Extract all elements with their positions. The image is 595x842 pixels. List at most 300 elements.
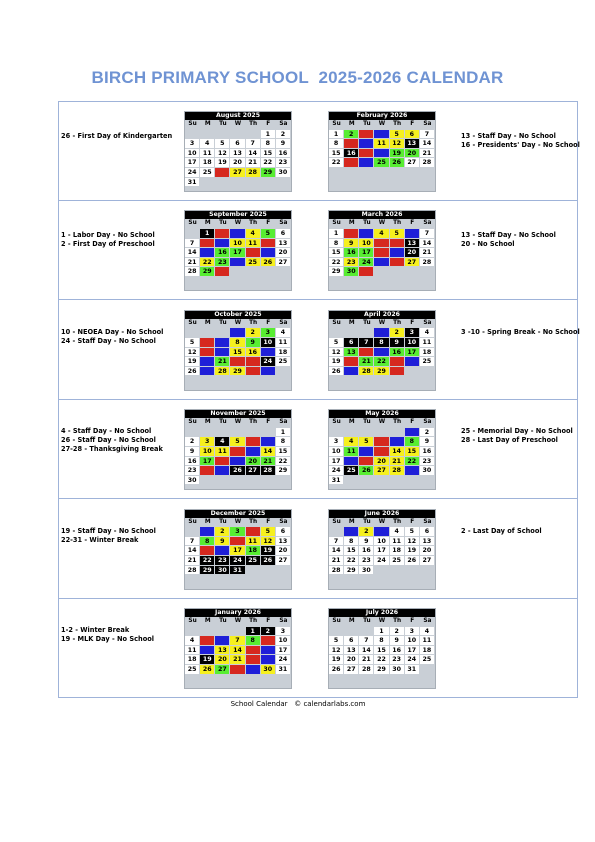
- empty-cell: [261, 267, 276, 277]
- weekday-header: [185, 617, 291, 627]
- event-note: 2 - First Day of Preschool: [61, 240, 155, 249]
- empty-cell: [374, 675, 389, 685]
- weekday-label: Sa: [423, 220, 432, 227]
- day-cell: 6: [405, 229, 420, 239]
- empty-cell: [230, 627, 245, 637]
- weekday-label: F: [410, 220, 415, 227]
- day-cell: 10: [329, 447, 344, 457]
- day-cell: 7: [185, 239, 200, 249]
- day-cell: 29: [405, 466, 420, 476]
- day-cell: 2: [276, 130, 291, 140]
- day-cell: 21: [185, 556, 200, 566]
- day-cell: 16: [390, 348, 405, 358]
- weekday-label: W: [234, 319, 242, 326]
- day-cell: 1: [405, 428, 420, 438]
- day-cell: 17: [359, 149, 374, 159]
- week-row: [185, 178, 291, 188]
- empty-cell: [329, 627, 344, 637]
- day-cell: 26: [185, 367, 200, 377]
- weekday-label: Sa: [423, 121, 432, 127]
- week-row: [329, 665, 435, 675]
- week-row: [185, 267, 291, 277]
- empty-cell: [200, 130, 215, 140]
- day-cell: 11: [420, 636, 435, 646]
- day-cell: 10: [374, 537, 389, 547]
- day-cell: 4: [246, 527, 261, 537]
- week-row: [329, 149, 435, 159]
- day-cell: 31: [261, 367, 276, 377]
- day-cell: 2: [390, 627, 405, 637]
- day-cell: 26: [200, 665, 215, 675]
- day-cell: 3: [405, 627, 420, 637]
- event-note: 1 - Labor Day - No School: [61, 231, 155, 240]
- empty-cell: [215, 428, 230, 438]
- empty-cell: [344, 627, 359, 637]
- day-cell: 26: [390, 258, 405, 268]
- event-note: 26 - First Day of Kindergarten: [61, 132, 173, 140]
- empty-cell: [405, 267, 420, 277]
- empty-cell: [344, 476, 359, 486]
- week-row: [329, 139, 435, 149]
- day-cell: 11: [420, 338, 435, 348]
- day-cell: 18: [215, 457, 230, 467]
- empty-cell: [359, 328, 374, 338]
- day-cell: 27: [215, 665, 230, 675]
- weekday-label: Th: [249, 220, 258, 227]
- day-cell: 16: [420, 447, 435, 457]
- day-cell: 24: [405, 655, 420, 665]
- week-row: [185, 546, 291, 556]
- day-cell: 28: [329, 566, 344, 576]
- day-cell: 22: [261, 158, 276, 168]
- event-note: 24 - Staff Day - No School: [61, 336, 156, 345]
- day-cell: 19: [390, 248, 405, 258]
- day-cell: 14: [261, 447, 276, 457]
- day-cell: 9: [276, 139, 291, 149]
- empty-cell: [215, 376, 230, 386]
- day-cell: 15: [374, 348, 389, 358]
- day-cell: 14: [185, 248, 200, 258]
- day-cell: 1: [374, 627, 389, 637]
- day-cell: 21: [359, 357, 374, 367]
- day-cell: 29: [344, 566, 359, 576]
- month-title: June 2026: [329, 510, 435, 518]
- day-cell: 10: [230, 537, 245, 547]
- empty-cell: [246, 277, 261, 287]
- week-row: [329, 447, 435, 457]
- calendar-row: [59, 400, 577, 499]
- day-cell: 16: [390, 646, 405, 656]
- week-row: [185, 428, 291, 438]
- weekday-label: Th: [393, 319, 402, 326]
- empty-cell: [420, 367, 435, 377]
- day-cell: 15: [405, 447, 420, 457]
- empty-cell: [246, 267, 261, 277]
- empty-cell: [390, 178, 405, 188]
- day-cell: 23: [276, 158, 291, 168]
- day-cell: 27: [405, 158, 420, 168]
- day-cell: 20: [374, 457, 389, 467]
- day-cell: 4: [185, 636, 200, 646]
- week-row: [185, 130, 291, 140]
- day-cell: 8: [374, 636, 389, 646]
- day-cell: 20: [420, 546, 435, 556]
- day-cell: 7: [359, 338, 374, 348]
- day-cell: 6: [405, 130, 420, 140]
- week-row: [329, 367, 435, 377]
- empty-cell: [200, 476, 215, 486]
- day-cell: 8: [200, 537, 215, 547]
- weekday-label: Th: [249, 518, 258, 525]
- day-cell: 4: [344, 437, 359, 447]
- left-event-notes: [61, 231, 186, 249]
- day-cell: 10: [261, 338, 276, 348]
- day-cell: 27: [276, 556, 291, 566]
- day-cell: 21: [185, 258, 200, 268]
- empty-cell: [405, 178, 420, 188]
- day-cell: 5: [230, 437, 245, 447]
- day-cell: 9: [344, 139, 359, 149]
- empty-cell: [344, 178, 359, 188]
- day-cell: 27: [420, 556, 435, 566]
- event-note: 19 - Staff Day - No School: [61, 526, 156, 535]
- week-row: [329, 437, 435, 447]
- month-title: March 2026: [329, 211, 435, 219]
- empty-cell: [405, 575, 420, 585]
- day-cell: 16: [344, 248, 359, 258]
- month-title: August 2025: [185, 112, 291, 120]
- day-cell: 25: [420, 357, 435, 367]
- day-cell: 10: [359, 139, 374, 149]
- weekday-label: F: [266, 220, 271, 227]
- day-cell: 29: [246, 665, 261, 675]
- empty-cell: [359, 277, 374, 287]
- empty-cell: [359, 575, 374, 585]
- footer-credit: School Calendar © calendarlabs.com: [230, 700, 366, 708]
- month-calendar: [328, 409, 436, 490]
- day-cell: 2: [185, 437, 200, 447]
- empty-cell: [390, 476, 405, 486]
- empty-cell: [390, 168, 405, 178]
- week-row: [185, 537, 291, 547]
- weekday-label: Su: [332, 319, 341, 326]
- empty-cell: [344, 575, 359, 585]
- empty-cell: [374, 376, 389, 386]
- weekday-header: [329, 617, 435, 627]
- day-cell: 2: [215, 229, 230, 239]
- weekday-label: M: [348, 618, 355, 624]
- empty-cell: [276, 376, 291, 386]
- day-cell: 6: [276, 229, 291, 239]
- day-cell: 5: [329, 636, 344, 646]
- day-cell: 15: [246, 646, 261, 656]
- day-cell: 19: [329, 655, 344, 665]
- day-cell: 17: [185, 158, 200, 168]
- week-row: [329, 168, 435, 178]
- day-cell: 9: [344, 239, 359, 249]
- day-cell: 17: [374, 546, 389, 556]
- week-row: [329, 627, 435, 637]
- day-cell: 30: [246, 367, 261, 377]
- weekday-label: Su: [332, 419, 341, 426]
- day-cell: 14: [359, 348, 374, 358]
- day-cell: 6: [374, 437, 389, 447]
- empty-cell: [420, 178, 435, 188]
- day-cell: 25: [276, 357, 291, 367]
- day-cell: 26: [261, 258, 276, 268]
- day-cell: 8: [405, 437, 420, 447]
- day-cell: 3: [230, 229, 245, 239]
- empty-cell: [215, 328, 230, 338]
- day-cell: 6: [420, 527, 435, 537]
- weekday-header: [329, 219, 435, 229]
- day-cell: 10: [405, 636, 420, 646]
- weekday-label: Tu: [219, 121, 227, 127]
- week-row: [329, 258, 435, 268]
- calendar-row: [59, 500, 577, 599]
- day-cell: 2: [344, 229, 359, 239]
- week-row: [185, 168, 291, 178]
- day-cell: 27: [276, 258, 291, 268]
- day-cell: 24: [261, 357, 276, 367]
- day-cell: 28: [230, 665, 245, 675]
- day-cell: 13: [276, 537, 291, 547]
- empty-cell: [329, 178, 344, 188]
- empty-cell: [329, 328, 344, 338]
- day-cell: 12: [261, 537, 276, 547]
- empty-cell: [359, 376, 374, 386]
- day-cell: 12: [261, 239, 276, 249]
- week-row: [185, 258, 291, 268]
- week-row: [185, 248, 291, 258]
- day-cell: 8: [246, 636, 261, 646]
- empty-cell: [390, 267, 405, 277]
- day-cell: 3: [185, 139, 200, 149]
- weekday-label: W: [378, 220, 386, 227]
- day-cell: 31: [276, 665, 291, 675]
- day-cell: 16: [344, 149, 359, 159]
- empty-cell: [215, 277, 230, 287]
- day-cell: 2: [344, 130, 359, 140]
- day-cell: 29: [230, 367, 245, 377]
- empty-cell: [359, 178, 374, 188]
- day-cell: 7: [390, 437, 405, 447]
- day-cell: 7: [420, 130, 435, 140]
- day-cell: 20: [276, 546, 291, 556]
- day-cell: 13: [276, 239, 291, 249]
- day-cell: 2: [420, 428, 435, 438]
- day-cell: 23: [390, 655, 405, 665]
- week-row: [185, 357, 291, 367]
- day-cell: 14: [329, 546, 344, 556]
- empty-cell: [261, 178, 276, 188]
- empty-cell: [185, 376, 200, 386]
- empty-cell: [261, 675, 276, 685]
- empty-cell: [230, 178, 245, 188]
- empty-cell: [261, 566, 276, 576]
- day-cell: 17: [405, 646, 420, 656]
- day-cell: 15: [329, 248, 344, 258]
- empty-cell: [276, 178, 291, 188]
- day-cell: 4: [215, 437, 230, 447]
- empty-cell: [374, 575, 389, 585]
- weekday-label: M: [348, 220, 355, 227]
- week-row: [185, 566, 291, 576]
- day-cell: 29: [374, 367, 389, 377]
- empty-cell: [276, 267, 291, 277]
- weekday-label: M: [348, 319, 355, 326]
- calendar-row: [59, 599, 577, 698]
- day-cell: 25: [246, 556, 261, 566]
- empty-cell: [200, 575, 215, 585]
- empty-cell: [185, 527, 200, 537]
- weekday-label: W: [378, 518, 386, 525]
- day-cell: 15: [230, 348, 245, 358]
- day-cell: 6: [200, 338, 215, 348]
- month-calendar: [328, 509, 436, 590]
- empty-cell: [200, 328, 215, 338]
- empty-cell: [230, 675, 245, 685]
- day-cell: 2: [390, 328, 405, 338]
- day-cell: 11: [276, 338, 291, 348]
- empty-cell: [276, 675, 291, 685]
- weekday-label: Th: [393, 618, 402, 624]
- day-cell: 5: [185, 338, 200, 348]
- empty-cell: [200, 277, 215, 287]
- week-row: [185, 239, 291, 249]
- week-row: [329, 229, 435, 239]
- empty-cell: [405, 376, 420, 386]
- day-cell: 12: [200, 646, 215, 656]
- day-cell: 6: [276, 527, 291, 537]
- day-cell: 8: [230, 338, 245, 348]
- day-cell: 29: [374, 665, 389, 675]
- day-cell: 2: [261, 627, 276, 637]
- day-cell: 14: [185, 546, 200, 556]
- day-cell: 10: [405, 338, 420, 348]
- day-cell: 7: [230, 636, 245, 646]
- left-event-notes: [61, 132, 186, 141]
- day-cell: 1: [200, 527, 215, 537]
- day-cell: 29: [329, 267, 344, 277]
- event-note: 25 - Memorial Day - No School: [461, 427, 573, 436]
- day-cell: 19: [261, 248, 276, 258]
- day-cell: 28: [420, 158, 435, 168]
- week-row: [185, 636, 291, 646]
- day-cell: 21: [420, 149, 435, 159]
- week-row: [185, 675, 291, 685]
- day-cell: 15: [329, 149, 344, 159]
- week-row: [329, 476, 435, 486]
- day-cell: 30: [276, 168, 291, 178]
- day-cell: 3: [276, 627, 291, 637]
- empty-cell: [420, 665, 435, 675]
- empty-cell: [374, 566, 389, 576]
- week-row: [329, 130, 435, 140]
- month-title: October 2025: [185, 311, 291, 319]
- day-cell: 12: [230, 447, 245, 457]
- empty-cell: [420, 267, 435, 277]
- right-event-notes: [461, 231, 586, 249]
- weekday-label: Sa: [279, 220, 288, 227]
- day-cell: 5: [359, 437, 374, 447]
- empty-cell: [200, 428, 215, 438]
- weekday-label: F: [410, 518, 415, 525]
- week-row: [329, 537, 435, 547]
- day-cell: 16: [215, 546, 230, 556]
- weekday-label: F: [266, 419, 271, 426]
- day-cell: 27: [246, 466, 261, 476]
- day-cell: 28: [215, 367, 230, 377]
- day-cell: 8: [276, 437, 291, 447]
- day-cell: 15: [374, 646, 389, 656]
- day-cell: 28: [185, 566, 200, 576]
- week-row: [329, 338, 435, 348]
- left-event-notes: [61, 328, 186, 346]
- empty-cell: [230, 476, 245, 486]
- weekday-label: F: [266, 618, 271, 624]
- day-cell: 22: [200, 258, 215, 268]
- empty-cell: [359, 428, 374, 438]
- weekday-label: F: [410, 618, 415, 624]
- weekday-label: Su: [188, 121, 197, 127]
- day-cell: 5: [200, 636, 215, 646]
- right-event-notes: [461, 132, 586, 150]
- day-cell: 24: [200, 466, 215, 476]
- empty-cell: [230, 575, 245, 585]
- weekday-label: M: [204, 518, 211, 525]
- day-cell: 7: [420, 229, 435, 239]
- day-cell: 18: [420, 348, 435, 358]
- day-cell: 23: [261, 655, 276, 665]
- weekday-label: W: [234, 419, 242, 426]
- week-row: [329, 178, 435, 188]
- day-cell: 27: [344, 367, 359, 377]
- day-cell: 13: [246, 447, 261, 457]
- day-cell: 24: [374, 556, 389, 566]
- day-cell: 8: [344, 537, 359, 547]
- weekday-header: [329, 418, 435, 428]
- empty-cell: [374, 178, 389, 188]
- day-cell: 24: [329, 466, 344, 476]
- empty-cell: [405, 168, 420, 178]
- day-cell: 7: [261, 437, 276, 447]
- day-cell: 27: [200, 367, 215, 377]
- day-cell: 20: [230, 158, 245, 168]
- weekday-label: Th: [393, 518, 402, 525]
- day-cell: 13: [230, 149, 245, 159]
- week-row: [185, 527, 291, 537]
- day-cell: 16: [215, 248, 230, 258]
- day-cell: 20: [200, 357, 215, 367]
- empty-cell: [390, 675, 405, 685]
- empty-cell: [420, 376, 435, 386]
- empty-cell: [261, 277, 276, 287]
- day-cell: 17: [405, 348, 420, 358]
- empty-cell: [246, 376, 261, 386]
- day-cell: 1: [329, 130, 344, 140]
- day-cell: 5: [261, 527, 276, 537]
- day-cell: 31: [230, 566, 245, 576]
- empty-cell: [420, 168, 435, 178]
- empty-cell: [344, 168, 359, 178]
- day-cell: 5: [390, 130, 405, 140]
- month-calendar: [184, 509, 292, 590]
- left-event-notes: [61, 527, 186, 545]
- day-cell: 19: [359, 457, 374, 467]
- empty-cell: [374, 168, 389, 178]
- day-cell: 25: [390, 556, 405, 566]
